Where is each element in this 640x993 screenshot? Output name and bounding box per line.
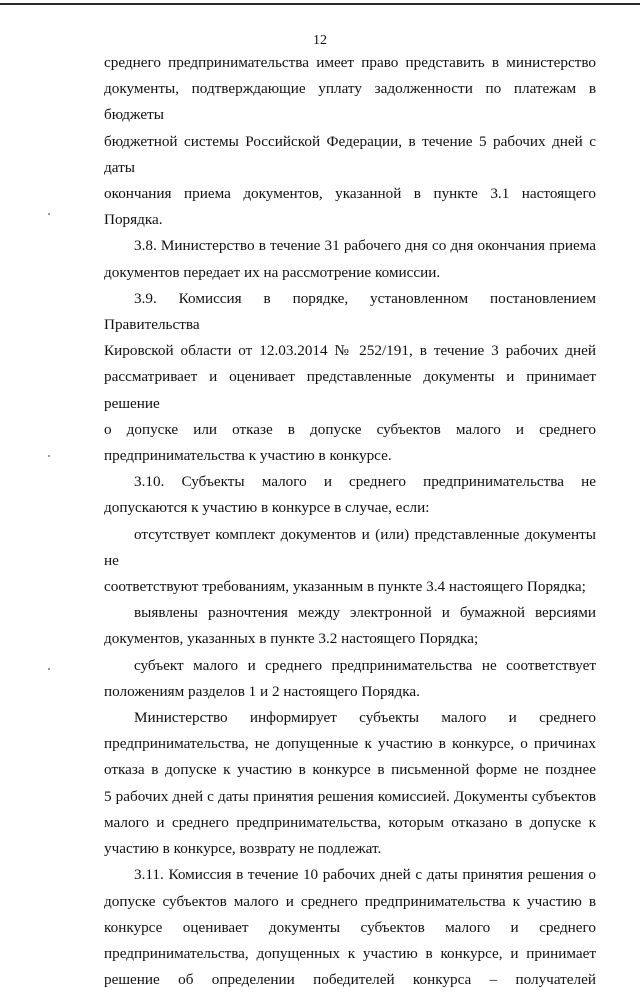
text-line: малого и среднего предпринимательства, которым отказано в допуске к xyxy=(104,813,596,831)
text-line: допуске субъектов малого и среднего предпринимательства к участию в xyxy=(104,892,596,910)
text-line: субъект малого и среднего предпринимательства не соответствует xyxy=(134,656,596,674)
page-number: 12 xyxy=(313,33,327,48)
text-line: отказа в допуске к участию в конкурсе в письменной форме не позднее xyxy=(104,761,596,779)
text-line: выявлены разночтения между электронной и бумажной версиями xyxy=(134,604,596,622)
text-line: 3.9. Комиссия в порядке, установленном постановлением Правительства xyxy=(104,289,596,334)
text-line: Кировской области от 12.03.2014 № 252/191, в течение 3 рабочих дней xyxy=(104,342,596,360)
text-line: документов передает их на рассмотрение комиссии. xyxy=(104,263,441,281)
paragraph-ministry-informs xyxy=(104,705,596,862)
document-body xyxy=(104,50,596,993)
text-line: Министерство информирует субъекты малого и среднего xyxy=(134,709,596,727)
text-line: 3.8. Министерство в течение 31 рабочего дня со дня окончания приема xyxy=(134,237,596,255)
text-line: 5 рабочих дней с даты принятия решения комиссией. Документы субъектов xyxy=(104,787,596,805)
paragraph-3-11 xyxy=(104,862,596,993)
text-line: участию в конкурсе, возврату не подлежат. xyxy=(104,840,382,858)
text-line: о допуске или отказе в допуске субъектов малого и среднего xyxy=(104,420,596,438)
text-line: допускаются к участию в конкурсе в случае, если: xyxy=(104,499,430,517)
top-border-line xyxy=(0,3,640,5)
text-line: решение об определении победителей конкурса – получателей xyxy=(104,971,596,989)
margin-mark xyxy=(48,668,50,670)
paragraph-3-10 xyxy=(104,469,596,521)
text-line: положениям разделов 1 и 2 настоящего Порядка. xyxy=(104,682,420,700)
text-line: предпринимательства, не допущенные к участию в конкурсе, о причинах xyxy=(104,735,596,753)
text-line: соответствуют требованиям, указанным в пункте 3.4 настоящего Порядка; xyxy=(104,578,586,596)
text-line: бюджетной системы Российской Федерации, в течение 5 рабочих дней с даты xyxy=(104,132,596,176)
margin-mark xyxy=(48,213,50,215)
text-line: предпринимательства, допущенных к участию в конкурсе, и принимает xyxy=(104,944,596,962)
text-line: среднего предпринимательства имеет право представить в министерство xyxy=(104,54,596,71)
paragraph-condition-2 xyxy=(104,600,596,652)
text-line: документы, подтверждающие уплату задолженности по платежам в бюджеты xyxy=(104,80,596,124)
margin-mark xyxy=(48,455,50,457)
text-line: 3.11. Комиссия в течение 10 рабочих дней с даты принятия решения о xyxy=(134,866,596,884)
paragraph-continuation xyxy=(104,50,596,233)
text-line: отсутствует комплект документов и (или) представленные документы не xyxy=(104,525,596,569)
text-line: 3.10. Субъекты малого и среднего предпринимательства не xyxy=(134,473,596,491)
text-line: рассматривает и оценивает представленные документы и принимает решение xyxy=(104,368,596,412)
paragraph-condition-3 xyxy=(104,653,596,705)
text-line: конкурсе оценивает документы субъектов малого и среднего xyxy=(104,918,596,936)
text-line: окончания приема документов, указанной в пункте 3.1 настоящего Порядка. xyxy=(104,185,596,229)
paragraph-3-9 xyxy=(104,286,596,469)
text-line: документов, указанных в пункте 3.2 настоящего Порядка; xyxy=(104,630,479,648)
text-line: предпринимательства к участию в конкурсе. xyxy=(104,447,392,465)
paragraph-condition-1 xyxy=(104,522,596,601)
paragraph-3-8 xyxy=(104,233,596,285)
